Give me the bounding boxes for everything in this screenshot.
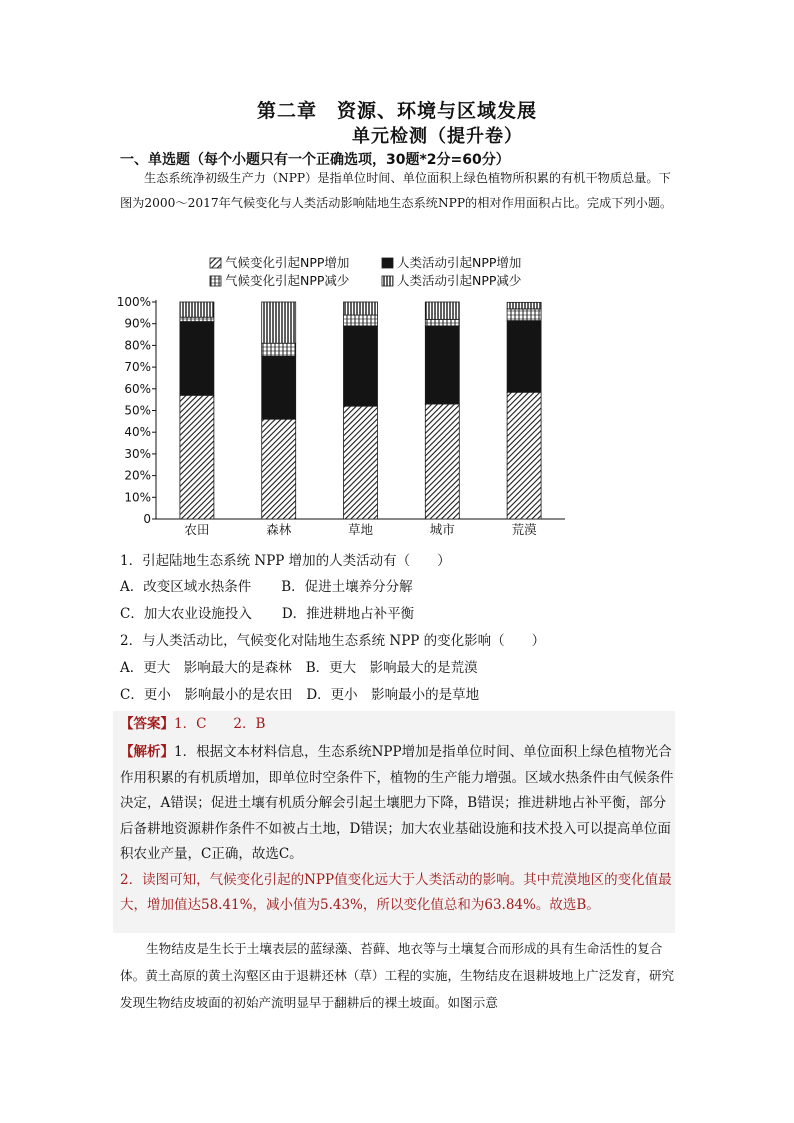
- question-1-stem: 1．引起陆地生态系统 NPP 增加的人类活动有（ ）: [120, 553, 451, 569]
- bar-segment-农田-1: [180, 395, 214, 519]
- y-tick-label: 90%: [124, 316, 151, 331]
- passage-biocrust-text: 生物结皮是生长于土壤表层的蓝绿藻、苔藓、地衣等与土壤复合而形成的具有生命活性的复合体。黄土高原的黄土沟壑区由于退耕还林（草）工程的实施，生物结皮在退耕坡地上广泛发育，研究发现生物结皮坡面的初始产流明显早于翻耕后的裸土坡面。如图示意: [120, 941, 675, 1010]
- q2-option-a[interactable]: A．更大 影响最大的是森林: [120, 660, 292, 676]
- legend-swatch-3: [210, 276, 221, 286]
- question-2-options-ab: [120, 656, 478, 680]
- question-1-options-cd: [120, 602, 414, 626]
- bar-segment-森林-1: [262, 419, 296, 519]
- answer-tag: 【答案】: [120, 716, 174, 732]
- y-tick-label: 20%: [124, 468, 151, 483]
- question-2-stem: 2．与人类活动比，气候变化对陆地生态系统 NPP 的变化影响（ ）: [120, 633, 546, 649]
- legend-label-1: 气候变化引起NPP增加: [225, 255, 350, 270]
- bar-segment-森林-2: [262, 356, 296, 419]
- y-tick-label: 60%: [124, 381, 151, 396]
- bar-segment-荒漠-4: [507, 302, 541, 309]
- chart-legend: [210, 255, 522, 288]
- y-tick-label: 70%: [124, 360, 151, 375]
- x-category-label: 荒漠: [511, 522, 537, 537]
- x-category-label: 草地: [347, 522, 374, 537]
- test-subtitle: 单元检测（提升卷）: [352, 126, 523, 147]
- legend-swatch-1: [210, 258, 221, 268]
- bar-segment-农田-2: [180, 322, 214, 396]
- bar-segment-荒漠-3: [507, 309, 541, 321]
- q2-option-d[interactable]: D．更小 影响最小的是草地: [306, 687, 480, 703]
- answer-text: 1．C 2．B: [174, 716, 266, 732]
- bar-segment-草地-4: [344, 302, 378, 315]
- explanation-part-2: 2．读图可知，气候变化引起的NPP值变化远大于人类活动的影响。其中荒漠地区的变化值最大，增加值达58.41%，减小值为5.43%，所以变化值总和为63.84%。故选B。: [120, 871, 672, 913]
- passage-npp: [120, 166, 680, 216]
- y-tick-label: 40%: [124, 425, 151, 440]
- legend-swatch-2: [382, 258, 393, 268]
- q1-option-d[interactable]: D．推进耕地占补平衡: [281, 606, 415, 622]
- q1-option-a[interactable]: A．改变区域水热条件: [120, 579, 252, 595]
- explanation-part-1: 1．根据文本材料信息，生态系统NPP增加是指单位时间、单位面积上绿色植物光合作用积累的有机质增加，即单位时空条件下，植物的生产能力增强。区域水热条件由气候条件决定，A错误；促进土壤有机质分解会引起土壤肥力下降，B错误；推进耕地占补平衡，部分后备耕地资源耕作条件不如被占土地，D错误；加大农业基础设施和技术投入可以提高单位面积农业产量，C正确，故选C。: [120, 744, 674, 862]
- y-tick-label: 0: [143, 512, 151, 526]
- legend-label-4: 人类活动引起NPP减少: [397, 273, 522, 288]
- x-category-label: 农田: [184, 522, 210, 537]
- explanation-block: [120, 740, 676, 919]
- legend-swatch-4: [382, 276, 393, 286]
- q1-option-c[interactable]: C．加大农业设施投入: [120, 606, 252, 622]
- npp-stacked-bar-chart: [110, 250, 580, 545]
- x-category-label: 城市: [429, 522, 455, 537]
- passage-npp-text: 生态系统净初级生产力（NPP）是指单位时间、单位面积上绿色植物所积累的有机干物质总量。下图为2000～2017年气候变化与人类活动影响陆地生态系统NPP的相对作用面积占比。完成下列小题。: [120, 171, 673, 210]
- bar-segment-农田-4: [180, 302, 214, 317]
- answer-line: [120, 711, 680, 737]
- bar-segment-城市-2: [425, 326, 459, 404]
- q1-option-b[interactable]: B．促进土壤养分分解: [281, 579, 413, 595]
- y-tick-label: 80%: [124, 338, 151, 353]
- bar-segment-城市-3: [425, 319, 459, 326]
- bar-segment-森林-4: [262, 302, 296, 343]
- bar-segment-草地-3: [344, 315, 378, 326]
- q2-option-b[interactable]: B．更大 影响最大的是荒漠: [305, 660, 478, 676]
- legend-label-3: 气候变化引起NPP减少: [225, 273, 350, 288]
- chart-bars: [180, 302, 541, 537]
- q2-option-c[interactable]: C．更小 影响最小的是农田: [120, 687, 293, 703]
- bar-segment-农田-3: [180, 317, 214, 321]
- question-1-options-ab: [120, 575, 413, 599]
- bar-segment-荒漠-2: [507, 321, 541, 393]
- bar-segment-荒漠-1: [507, 392, 541, 519]
- legend-label-2: 人类活动引起NPP增加: [397, 255, 522, 270]
- x-category-label: 森林: [266, 522, 292, 537]
- y-tick-label: 10%: [124, 490, 151, 505]
- question-2-options-cd: [120, 683, 479, 707]
- y-tick-label: 50%: [124, 403, 151, 418]
- y-tick-label: 30%: [124, 446, 151, 461]
- bar-segment-草地-1: [344, 406, 378, 519]
- bar-segment-森林-3: [262, 343, 296, 356]
- bar-segment-城市-4: [425, 302, 459, 319]
- section-heading: 一、单选题（每个小题只有一个正确选项，30题*2分=60分）: [120, 152, 510, 168]
- passage-biocrust: [120, 935, 680, 1016]
- bar-segment-城市-1: [425, 404, 459, 519]
- bar-segment-草地-2: [344, 326, 378, 406]
- y-tick-label: 100%: [116, 295, 151, 309]
- explanation-tag: 【解析】: [120, 744, 174, 760]
- chapter-title: 第二章 资源、环境与区域发展: [256, 100, 537, 122]
